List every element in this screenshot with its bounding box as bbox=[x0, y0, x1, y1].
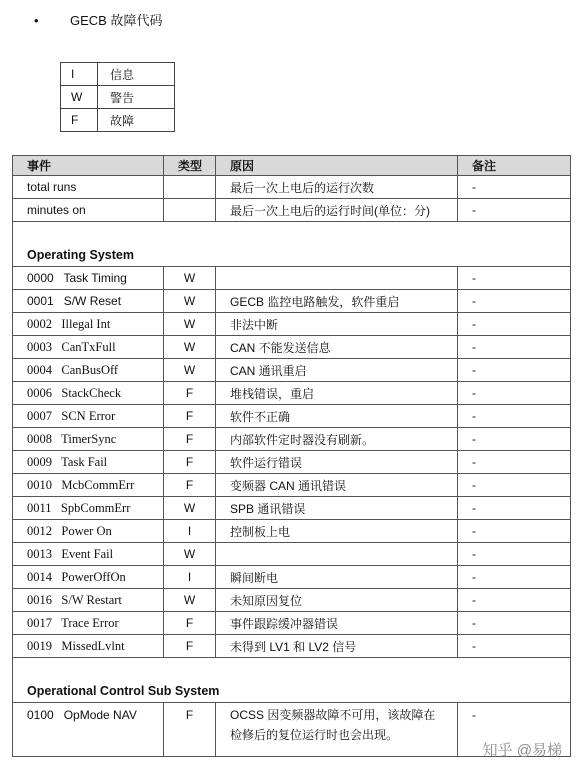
legend-table bbox=[60, 62, 175, 132]
cause-line: OCSS 因变频器故障不可用，该故障在 bbox=[230, 708, 436, 722]
table-row bbox=[13, 359, 571, 382]
cause-cell: CAN 不能发送信息 bbox=[216, 336, 458, 359]
section-title: Operational Control Sub System bbox=[13, 680, 571, 703]
note-cell: - bbox=[458, 612, 571, 635]
note-cell: - bbox=[458, 405, 571, 428]
type-cell: W bbox=[164, 497, 216, 520]
event-cell: minutes on bbox=[13, 199, 164, 222]
cause-cell: 软件不正确 bbox=[216, 405, 458, 428]
table-row bbox=[13, 612, 571, 635]
note-cell: - bbox=[458, 313, 571, 336]
cause-cell bbox=[216, 267, 458, 290]
event-cell: 0003 CanTxFull bbox=[13, 336, 164, 359]
table-row bbox=[13, 451, 571, 474]
spacer-cell bbox=[13, 222, 571, 245]
cause-line: 检修后的复位运行时也会出现。 bbox=[230, 728, 399, 742]
cause-cell: 最后一次上电后的运行次数 bbox=[216, 176, 458, 199]
type-cell: F bbox=[164, 451, 216, 474]
spacer-row bbox=[13, 222, 571, 245]
event-cell: 0002 Illegal Int bbox=[13, 313, 164, 336]
event-cell: 0010 McbCommErr bbox=[13, 474, 164, 497]
note-cell: - bbox=[458, 566, 571, 589]
table-row bbox=[13, 199, 571, 222]
spacer-cell bbox=[13, 658, 571, 681]
note-cell: - bbox=[458, 474, 571, 497]
cause-cell bbox=[216, 703, 458, 757]
legend-code: W bbox=[61, 86, 98, 109]
event-cell: 0012 Power On bbox=[13, 520, 164, 543]
section-row bbox=[13, 244, 571, 267]
section-heading bbox=[34, 10, 162, 29]
header-type: 类型 bbox=[164, 156, 216, 176]
cause-cell: 事件跟踪缓冲器错误 bbox=[216, 612, 458, 635]
event-cell: 0014 PowerOffOn bbox=[13, 566, 164, 589]
type-cell: W bbox=[164, 267, 216, 290]
type-cell: F bbox=[164, 382, 216, 405]
header-note: 备注 bbox=[458, 156, 571, 176]
note-cell: - bbox=[458, 336, 571, 359]
table-row bbox=[13, 566, 571, 589]
note-cell: - bbox=[458, 451, 571, 474]
type-cell: F bbox=[164, 635, 216, 658]
type-cell: W bbox=[164, 336, 216, 359]
legend-meaning: 信息 bbox=[98, 63, 175, 86]
note-cell: - bbox=[458, 199, 571, 222]
cause-cell: GECB 监控电路触发，软件重启 bbox=[216, 290, 458, 313]
event-cell: total runs bbox=[13, 176, 164, 199]
type-cell bbox=[164, 176, 216, 199]
type-cell: F bbox=[164, 474, 216, 497]
note-cell: - bbox=[458, 635, 571, 658]
cause-cell bbox=[216, 543, 458, 566]
fault-code-table bbox=[12, 155, 571, 757]
table-row bbox=[13, 543, 571, 566]
cause-cell: 堆栈错误，重启 bbox=[216, 382, 458, 405]
cause-cell: 控制板上电 bbox=[216, 520, 458, 543]
event-cell: 0017 Trace Error bbox=[13, 612, 164, 635]
cause-cell: CAN 通讯重启 bbox=[216, 359, 458, 382]
cause-cell: 瞬间断电 bbox=[216, 566, 458, 589]
table-row bbox=[13, 290, 571, 313]
event-cell: 0019 MissedLvlnt bbox=[13, 635, 164, 658]
event-cell: 0008 TimerSync bbox=[13, 428, 164, 451]
type-cell: W bbox=[164, 543, 216, 566]
section-title: Operating System bbox=[13, 244, 571, 267]
cause-cell: 软件运行错误 bbox=[216, 451, 458, 474]
event-cell: 0001 S/W Reset bbox=[13, 290, 164, 313]
type-cell: F bbox=[164, 703, 216, 757]
note-cell: - bbox=[458, 543, 571, 566]
watermark: 知乎 @易梯 bbox=[482, 742, 562, 759]
type-cell: W bbox=[164, 589, 216, 612]
type-cell: F bbox=[164, 612, 216, 635]
cause-cell: 未得到 LV1 和 LV2 信号 bbox=[216, 635, 458, 658]
type-cell: I bbox=[164, 520, 216, 543]
legend-meaning: 故障 bbox=[98, 109, 175, 132]
table-row bbox=[13, 405, 571, 428]
note-cell: - bbox=[458, 497, 571, 520]
header-row bbox=[13, 156, 571, 176]
event-cell: 0006 StackCheck bbox=[13, 382, 164, 405]
note-cell: - bbox=[458, 176, 571, 199]
header-event: 事件 bbox=[13, 156, 164, 176]
note-cell: - bbox=[458, 290, 571, 313]
legend-row bbox=[61, 109, 175, 132]
section-row bbox=[13, 680, 571, 703]
note-cell: - bbox=[458, 359, 571, 382]
table-row bbox=[13, 635, 571, 658]
type-cell: W bbox=[164, 290, 216, 313]
table-row bbox=[13, 267, 571, 290]
event-cell: 0000 Task Timing bbox=[13, 267, 164, 290]
table-row bbox=[13, 176, 571, 199]
note-cell: - bbox=[458, 382, 571, 405]
table-row bbox=[13, 520, 571, 543]
legend-code: F bbox=[61, 109, 98, 132]
type-cell: W bbox=[164, 359, 216, 382]
legend-meaning: 警告 bbox=[98, 86, 175, 109]
legend-row bbox=[61, 63, 175, 86]
event-cell: 0011 SpbCommErr bbox=[13, 497, 164, 520]
type-cell: F bbox=[164, 405, 216, 428]
type-cell bbox=[164, 199, 216, 222]
note-cell: - bbox=[458, 520, 571, 543]
table-row bbox=[13, 474, 571, 497]
event-cell: 0016 S/W Restart bbox=[13, 589, 164, 612]
table-row bbox=[13, 589, 571, 612]
table-row bbox=[13, 313, 571, 336]
type-cell: W bbox=[164, 313, 216, 336]
table-row bbox=[13, 336, 571, 359]
event-cell: 0009 Task Fail bbox=[13, 451, 164, 474]
event-cell: 0013 Event Fail bbox=[13, 543, 164, 566]
event-cell: 0100 OpMode NAV bbox=[13, 703, 164, 757]
table-row bbox=[13, 428, 571, 451]
cause-cell: SPB 通讯错误 bbox=[216, 497, 458, 520]
heading-text: GECB 故障代码 bbox=[70, 13, 163, 28]
note-cell: - bbox=[458, 589, 571, 612]
table-row bbox=[13, 497, 571, 520]
cause-cell: 变频器 CAN 通讯错误 bbox=[216, 474, 458, 497]
note-cell: - bbox=[458, 267, 571, 290]
event-cell: 0007 SCN Error bbox=[13, 405, 164, 428]
spacer-row bbox=[13, 658, 571, 681]
note-cell: - bbox=[458, 428, 571, 451]
header-cause: 原因 bbox=[216, 156, 458, 176]
cause-cell: 非法中断 bbox=[216, 313, 458, 336]
legend-code: I bbox=[61, 63, 98, 86]
event-cell: 0004 CanBusOff bbox=[13, 359, 164, 382]
note-cell: - bbox=[458, 703, 571, 757]
cause-cell: 内部软件定时器没有刷新。 bbox=[216, 428, 458, 451]
type-cell: I bbox=[164, 566, 216, 589]
table-row bbox=[13, 382, 571, 405]
cause-cell: 未知原因复位 bbox=[216, 589, 458, 612]
cause-cell: 最后一次上电后的运行时间(单位：分) bbox=[216, 199, 458, 222]
bullet: • bbox=[34, 13, 39, 28]
legend-row bbox=[61, 86, 175, 109]
type-cell: F bbox=[164, 428, 216, 451]
